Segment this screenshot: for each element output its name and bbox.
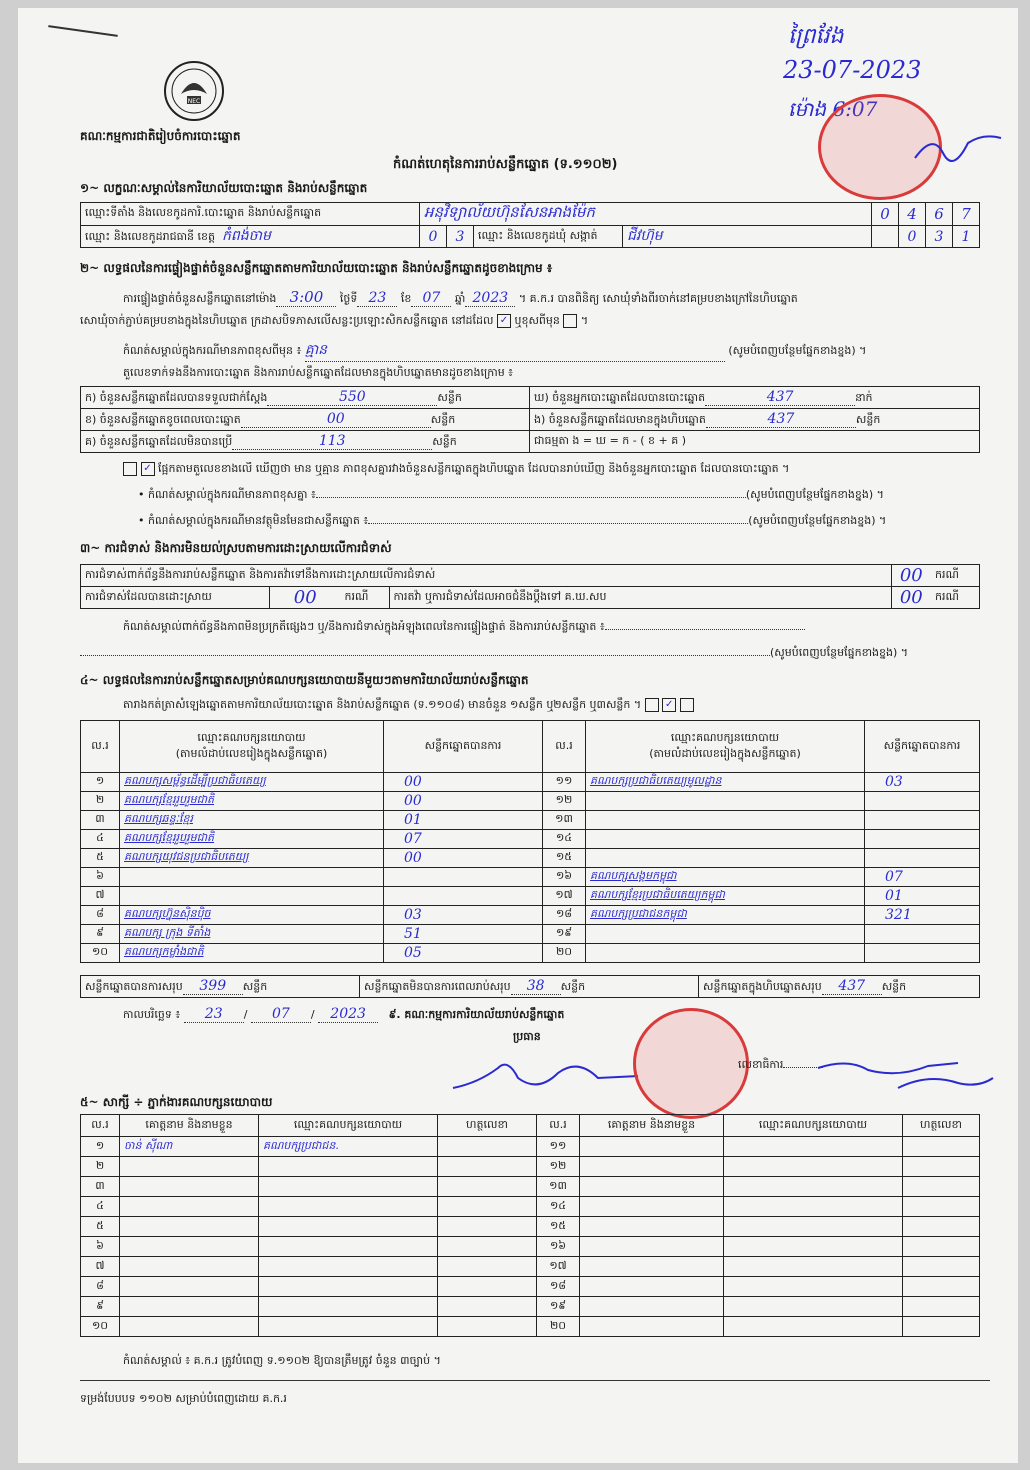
nec-logo (163, 60, 225, 122)
fig-received: ក) ចំនួនសន្លឹកឆ្នោតដែលបានទទួលជាក់ស្តែង 550 សន្លឹក (81, 387, 530, 409)
figures-intro: តួលេខទាក់ទងនឹងការបោះឆ្នោត និងការរាប់សន្លឹកឆ្នោតដែលមានក្នុងហិបឆ្នោតមានដូចខាងក្រោម ៖ (123, 366, 514, 379)
witness-name (580, 1257, 724, 1277)
witness-party (259, 1217, 438, 1237)
witness-no: ៥ (81, 1217, 120, 1237)
sheet-3-checkbox[interactable] (680, 698, 694, 712)
different-checkbox[interactable] (563, 314, 577, 328)
result-no: ៥ (81, 849, 120, 868)
witness-row (81, 1217, 980, 1237)
verification-line1: ការផ្ទៀងផ្ទាត់ចំនួនសន្លឹកឆ្នោតនៅម៉ោង 3:00 ថ្ងៃទី 23 ខែ 07 ឆ្នាំ 2023 ។ គ.ក.រ បានពិនិត្យ សោឃុំទាំងពីរចាក់នៅគម្របខាងក្រៅនៃហិបឆ្នោត (123, 288, 798, 306)
witness-name (120, 1297, 259, 1317)
witness-party (724, 1157, 903, 1177)
witness-sign (438, 1177, 537, 1197)
witness-party (259, 1237, 438, 1257)
col-votes-right: សន្លឹកឆ្នោតបានការ (865, 721, 980, 773)
discrepancy-line: ✓ ផ្អែកតាមតួលេខខាងលើ ឃើញថា មាន ឬគ្មាន ភាពខុសគ្នារវាងចំនួនសន្លឹកឆ្នោតក្នុងហិបឆ្នោត ដែលបានរាប់ឃើញ និងចំនួនអ្នកបោះឆ្នោត ដែលបានបោះឆ្នោត ។ (123, 462, 993, 478)
result-votes: 03 (865, 773, 980, 792)
location-code-1: 0 (872, 203, 899, 226)
agency-name: គណៈកម្មការជាតិរៀបចំការបោះឆ្នោត (80, 129, 241, 143)
fig-in-box: ង) ចំនួនសន្លឹកឆ្នោតដែលមានក្នុងហិបឆ្នោត 437 សន្លឹក (530, 409, 980, 431)
result-no: ៤ (81, 830, 120, 849)
witness-party (259, 1157, 438, 1177)
witness-row (81, 1257, 980, 1277)
appeal-label: ការតវ៉ា ឬការជំទាស់ដែលអាចជំនឹងប្តឹងទៅ គ.ឃ.សប (389, 587, 891, 609)
witness-row (81, 1237, 980, 1257)
objection-value: 00 (891, 565, 931, 587)
witness-sign (903, 1157, 980, 1177)
witness-party (259, 1277, 438, 1297)
result-no: ១២ (543, 792, 586, 811)
w-col-party-left: ឈ្មោះគណបក្សនយោបាយ (259, 1115, 438, 1137)
witness-party (259, 1177, 438, 1197)
form-title: កំណត់ហេតុនៃការរាប់សន្លឹកឆ្នោត (ទ.១១០២) (393, 157, 618, 172)
result-party (586, 944, 865, 963)
results-table (80, 720, 980, 963)
result-party: គណបក្សខ្មែរប្រជាធិបតេយ្យកម្ពុជា (586, 887, 865, 906)
section1-title: ១~ លក្ខណៈសម្គាល់នៃការិយាល័យបោះឆ្នោត និងរាប់សន្លឹកឆ្នោត (80, 181, 368, 195)
result-no: ២០ (543, 944, 586, 963)
result-party: គណបក្សសម្ព័ន្ធដើម្បីប្រជាធិបតេយ្យ (120, 773, 384, 792)
has-checkbox[interactable] (123, 462, 137, 476)
witness-no: ៨ (81, 1277, 120, 1297)
result-party (586, 830, 865, 849)
witness-name (580, 1297, 724, 1317)
chair-signature (448, 1048, 648, 1098)
witness-no: ១០ (81, 1317, 120, 1337)
sheet-1-checkbox[interactable] (645, 698, 659, 712)
witness-row (81, 1177, 980, 1197)
section2-title: ២~ លទ្ធផលនៃការផ្ទៀងផ្ទាត់ចំនួនសន្លឹកឆ្នោតតាមការិយាល័យបោះឆ្នោត និងរាប់សន្លឹកឆ្នោតដូចខាងក្រោម ៖ (80, 261, 553, 275)
objection-table (80, 564, 980, 609)
result-votes: 00 (384, 773, 543, 792)
svg-text:NEC: NEC (187, 98, 201, 105)
w-col-no-left: ល.រ (81, 1115, 120, 1137)
witness-sign (438, 1217, 537, 1237)
witness-name (580, 1157, 724, 1177)
commune-value: ជីវហ៊ុម (623, 226, 872, 248)
red-seal-chair (633, 1008, 749, 1119)
fig-spoiled: ខ) ចំនួនសន្លឹកឆ្នោតខូចពេលបោះឆ្នោត 00 សន្លឹក (81, 409, 530, 431)
handwritten-signature-top (913, 128, 1003, 168)
witness-no: ១ (81, 1137, 120, 1157)
col-votes-left: សន្លឹកឆ្នោតបានការ (384, 721, 543, 773)
witness-name (120, 1237, 259, 1257)
witness-name (580, 1197, 724, 1217)
resolved-value: 00 (270, 587, 341, 609)
witness-name: ចាន់ ស៊ីណា (120, 1137, 259, 1157)
total-valid: សន្លឹកឆ្នោតបានការសរុប 399 សន្លឹក (81, 976, 360, 998)
total-in-box: សន្លឹកឆ្នោតក្នុងហិបឆ្នោតសរុប 437 សន្លឹក (699, 976, 980, 998)
results-row (81, 906, 980, 925)
date-line: កាលបរិច្ឆេទ ៖ 23 / 07 / 2023 ៩. គណៈកម្មការការិយាល័យរាប់សន្លឹកឆ្នោត (123, 1006, 565, 1022)
witness-name (580, 1237, 724, 1257)
witness-party (259, 1297, 438, 1317)
result-votes (865, 944, 980, 963)
province-label: ឈ្មោះ និងលេខកូដរាជធានី ខេត្ត កំពង់ចាម (81, 226, 420, 248)
result-votes (384, 887, 543, 906)
result-no: ១៥ (543, 849, 586, 868)
witness-name (120, 1217, 259, 1237)
result-no: ១៩ (543, 925, 586, 944)
result-no: ១៤ (543, 830, 586, 849)
result-party (586, 792, 865, 811)
witness-party (724, 1257, 903, 1277)
fig-unused: គ) ចំនួនសន្លឹកឆ្នោតដែលមិនបានប្រើ 113 សន្លឹក (81, 431, 530, 453)
secretary-label: លេខាធិការ (738, 1058, 823, 1074)
witness-no: ១៥ (537, 1217, 580, 1237)
irregularity-note: កំណត់សម្គាល់ពាក់ព័ន្ធនឹងភាពមិនប្រក្រតីផ្សេងៗ ឬ/និងការជំទាស់ក្នុងអំឡុងពេលនៃការផ្ទៀងផ្ទាត់ និងការរាប់សន្លឹកឆ្នោត ៖ (123, 620, 993, 636)
witness-row (81, 1197, 980, 1217)
section4-intro: តារាងកត់ត្រាសំឡេងឆ្នោតតាមការិយាល័យបោះឆ្នោត និងរាប់សន្លឹកឆ្នោត (ទ.១១០៨) មានចំនួន ១សន្លឹក ឬ២សន្លឹក ឬ៣សន្លឹក ។ ✓ (123, 698, 694, 714)
location-value: អនុវិទ្យាល័យហ៊ុនសែនអាងម៉ែក (420, 203, 872, 226)
province-code-1: 0 (420, 226, 447, 248)
province-code-2: 3 (447, 226, 474, 248)
witness-row (81, 1297, 980, 1317)
results-row (81, 944, 980, 963)
witness-party (259, 1197, 438, 1217)
result-no: ២ (81, 792, 120, 811)
result-no: ១៣ (543, 811, 586, 830)
result-party: គណបក្សខ្មែររួបរួមជាតិ (120, 792, 384, 811)
result-no: ១៧ (543, 887, 586, 906)
objection-label: ការជំទាស់ពាក់ព័ន្ធនឹងការរាប់សន្លឹកឆ្នោត និងការតវ៉ាទៅនឹងការដោះស្រាយលើការជំទាស់ (81, 565, 892, 587)
col-no-right: ល.រ (543, 721, 586, 773)
result-no: ៣ (81, 811, 120, 830)
fig-formula: ជាធម្មតា ង = ឃ = ក - ( ខ + គ ) (530, 431, 980, 453)
result-votes (865, 830, 980, 849)
result-votes (865, 792, 980, 811)
commune-code-1: 0 (899, 226, 926, 248)
witness-row (81, 1277, 980, 1297)
result-no: ១០ (81, 944, 120, 963)
result-no: ៦ (81, 868, 120, 887)
result-votes: 00 (384, 849, 543, 868)
witness-no: ១៤ (537, 1197, 580, 1217)
witness-party (724, 1277, 903, 1297)
result-no: ១១ (543, 773, 586, 792)
witness-sign (438, 1317, 537, 1337)
footer-text: ទម្រង់បែបបទ ១១០២ សម្រាប់បំពេញដោយ គ.ក.រ (80, 1392, 287, 1405)
witness-name (580, 1277, 724, 1297)
w-col-no-right: ល.រ (537, 1115, 580, 1137)
commune-code-3: 1 (953, 226, 980, 248)
results-row (81, 925, 980, 944)
secretary-signature (808, 1048, 998, 1098)
sheet-2-checkbox[interactable]: ✓ (662, 698, 676, 712)
witness-party (724, 1137, 903, 1157)
result-party (120, 887, 384, 906)
result-votes: 07 (865, 868, 980, 887)
bullet-difference: • កំណត់សម្គាល់ក្នុងករណីមានភាពខុសគ្នា ៖ (សូមបំពេញបន្ថែមផ្នែកខាងខ្នង) ។ (138, 488, 884, 501)
w-col-name-right: គោត្តនាម និងនាមខ្លួន (580, 1115, 724, 1137)
witness-sign (903, 1317, 980, 1337)
witness-sign (903, 1197, 980, 1217)
witness-no: ៩ (81, 1297, 120, 1317)
witness-sign (438, 1157, 537, 1177)
result-votes: 01 (865, 887, 980, 906)
witness-party (259, 1317, 438, 1337)
result-no: ១ (81, 773, 120, 792)
witness-no: ១១ (537, 1137, 580, 1157)
results-row (81, 811, 980, 830)
witness-sign (438, 1197, 537, 1217)
appeal-unit: ករណី (931, 587, 980, 609)
verification-line2: សោឃុំចាក់ភ្ជាប់គម្របខាងក្នុងនៃហិបឆ្នោត ក្រដាសបិទភាសលើសន្លះប្រឡោះសិកសន្លឹកឆ្នោត នៅដដែល ✓ ឬខុសពីមុន ។ (80, 314, 589, 327)
figures-table (80, 386, 980, 453)
result-votes (384, 868, 543, 887)
footer-rule (80, 1380, 990, 1381)
handwritten-province: ព្រៃវែង (788, 24, 844, 49)
witness-name (580, 1317, 724, 1337)
witness-sign (438, 1237, 537, 1257)
result-votes: 00 (384, 792, 543, 811)
witness-sign (438, 1257, 537, 1277)
result-no: ៧ (81, 887, 120, 906)
witness-party (259, 1257, 438, 1277)
result-party: គណបក្សខ្មែររួបរួមជាតិ (120, 830, 384, 849)
witness-party (724, 1317, 903, 1337)
result-party: គណបក្សហ្វ៊ុនស៊ិនប៉ិច (120, 906, 384, 925)
result-votes: 01 (384, 811, 543, 830)
result-votes (865, 849, 980, 868)
result-party: គណបក្សឆន្ទៈខ្មែរ (120, 811, 384, 830)
witness-no: ៤ (81, 1197, 120, 1217)
results-row (81, 830, 980, 849)
difference-note: កំណត់សម្គាល់ក្នុងករណីមានភាពខុសពីមុន ៖ គ្មាន (សូមបំពេញបន្ថែមផ្នែកខាងខ្នង) ។ (123, 340, 993, 362)
handwritten-time: ម៉ោង 6:07 (788, 97, 878, 121)
irregularity-fill-line: (សូមបំពេញបន្ថែមផ្នែកខាងខ្នង) ។ (80, 646, 990, 662)
province-value: កំពង់ចាម (222, 228, 271, 244)
result-party: គណបក្សកម្លាំងជាតិ (120, 944, 384, 963)
witness-no: ១៦ (537, 1237, 580, 1257)
same-checkbox[interactable]: ✓ (497, 314, 511, 328)
results-row (81, 792, 980, 811)
footnote: កំណត់សម្គាល់ ៖ គ.ក.រ ត្រូវបំពេញ ទ.១១០២ ឱ្យបានត្រឹមត្រូវ ចំនួន ៣ច្បាប់ ។ (123, 1354, 441, 1367)
witness-table (80, 1114, 980, 1337)
resolved-unit: ករណី (341, 587, 390, 609)
bullet-foreign-object: • កំណត់សម្គាល់ក្នុងករណីមានវត្ថុមិនមែនជាសន្លឹកឆ្នោត ៖ (សូមបំពេញបន្ថែមផ្នែកខាងខ្នង) ។ (138, 514, 887, 527)
witness-sign (903, 1137, 980, 1157)
witness-sign (438, 1137, 537, 1157)
result-votes: 51 (384, 925, 543, 944)
resolved-label: ការជំទាស់ដែលបានដោះស្រាយ (81, 587, 270, 609)
section1-table (80, 202, 980, 248)
results-row (81, 868, 980, 887)
witness-no: ២ (81, 1157, 120, 1177)
witness-no: ២០ (537, 1317, 580, 1337)
location-code-3: 6 (926, 203, 953, 226)
result-votes: 321 (865, 906, 980, 925)
handwritten-date: 23-07-2023 (783, 56, 922, 84)
witness-row (81, 1137, 980, 1157)
witness-name (580, 1217, 724, 1237)
commune-label: ឈ្មោះ និងលេខកូដឃុំ សង្កាត់ (474, 226, 623, 248)
location-code-4: 7 (953, 203, 980, 226)
location-label: ឈ្មោះទីតាំង និងលេខកូដការិ.បោះឆ្នោត និងរាប់សន្លឹកឆ្នោត (81, 203, 420, 226)
witness-party (724, 1177, 903, 1197)
witness-sign (903, 1257, 980, 1277)
result-votes (865, 811, 980, 830)
results-row (81, 849, 980, 868)
results-row (81, 773, 980, 792)
witness-no: ៧ (81, 1257, 120, 1277)
none-checkbox[interactable]: ✓ (141, 462, 155, 476)
results-row (81, 887, 980, 906)
col-party-left: ឈ្មោះគណបក្សនយោបាយ (តាមលំដាប់លេខរៀងក្នុងសន្លឹកឆ្នោត) (120, 721, 384, 773)
w-col-sign-right: ហត្ថលេខា (903, 1115, 980, 1137)
section3-title: ៣~ ការជំទាស់ និងការមិនយល់ស្របតាមការដោះស្រាយលើការជំទាស់ (80, 541, 392, 555)
witness-no: ១៩ (537, 1297, 580, 1317)
witness-no: ៣ (81, 1177, 120, 1197)
result-party (586, 849, 865, 868)
witness-name (120, 1317, 259, 1337)
objection-unit: ករណី (931, 565, 980, 587)
witness-sign (903, 1237, 980, 1257)
fig-voted: ឃ) ចំនួនអ្នកបោះឆ្នោតដែលបានបោះឆ្នោត 437 នាក់ (530, 387, 980, 409)
witness-row (81, 1317, 980, 1337)
result-votes: 05 (384, 944, 543, 963)
location-code-2: 4 (899, 203, 926, 226)
result-party (586, 925, 865, 944)
w-col-party-right: ឈ្មោះគណបក្សនយោបាយ (724, 1115, 903, 1137)
result-no: ៨ (81, 906, 120, 925)
w-col-name-left: គោត្តនាម និងនាមខ្លួន (120, 1115, 259, 1137)
witness-name (120, 1197, 259, 1217)
result-party: គណបក្សយុវជនប្រជាធិបតេយ្យ (120, 849, 384, 868)
result-votes: 03 (384, 906, 543, 925)
w-col-sign-left: ហត្ថលេខា (438, 1115, 537, 1137)
corner-mark (48, 25, 118, 37)
witness-name (120, 1157, 259, 1177)
witness-party (724, 1217, 903, 1237)
result-party: គណបក្សសង្គមកម្ពុជា (586, 868, 865, 887)
section4-title: ៤~ លទ្ធផលនៃការរាប់សន្លឹកឆ្នោតសម្រាប់គណបក្សនយោបាយនីមួយៗតាមការិយាល័យរាប់សន្លឹកឆ្នោត (80, 673, 529, 687)
witness-name (580, 1137, 724, 1157)
witness-sign (903, 1297, 980, 1317)
appeal-value: 00 (891, 587, 931, 609)
witness-no: ៦ (81, 1237, 120, 1257)
result-party: គណបក្ស ក្រុង ទីតាំង (120, 925, 384, 944)
result-party (120, 868, 384, 887)
commune-code-2: 3 (926, 226, 953, 248)
witness-sign (903, 1177, 980, 1197)
result-party (586, 811, 865, 830)
result-no: ១៦ (543, 868, 586, 887)
col-party-right: ឈ្មោះគណបក្សនយោបាយ (តាមលំដាប់លេខរៀងក្នុងសន្លឹកឆ្នោត) (586, 721, 865, 773)
witness-party (724, 1197, 903, 1217)
result-votes (865, 925, 980, 944)
witness-name (120, 1277, 259, 1297)
witness-name (580, 1177, 724, 1197)
result-party: គណបក្សប្រជាធិបតេយ្យមូលដ្ឋាន (586, 773, 865, 792)
witness-no: ១២ (537, 1157, 580, 1177)
section5-title: ៥~ សាក្សី ÷ ភ្នាក់ងារគណបក្សនយោបាយ (80, 1095, 273, 1109)
col-no-left: ល.រ (81, 721, 120, 773)
witness-sign (438, 1277, 537, 1297)
witness-sign (903, 1277, 980, 1297)
result-votes: 07 (384, 830, 543, 849)
witness-no: ១៧ (537, 1257, 580, 1277)
witness-party: គណបក្សប្រជាជន. (259, 1137, 438, 1157)
totals-table (80, 975, 980, 998)
witness-sign (438, 1297, 537, 1317)
result-no: ៩ (81, 925, 120, 944)
result-party: គណបក្សប្រជាជនកម្ពុជា (586, 906, 865, 925)
witness-name (120, 1177, 259, 1197)
witness-sign (903, 1217, 980, 1237)
chair-label: ប្រធាន (513, 1030, 541, 1043)
witness-name (120, 1257, 259, 1277)
witness-no: ១៨ (537, 1277, 580, 1297)
witness-party (724, 1297, 903, 1317)
witness-no: ១៣ (537, 1177, 580, 1197)
witness-row (81, 1157, 980, 1177)
form-sheet (18, 8, 1018, 1463)
witness-party (724, 1237, 903, 1257)
total-invalid: សន្លឹកឆ្នោតមិនបានការពេលរាប់សរុប 38 សន្លឹក (360, 976, 699, 998)
result-no: ១៨ (543, 906, 586, 925)
